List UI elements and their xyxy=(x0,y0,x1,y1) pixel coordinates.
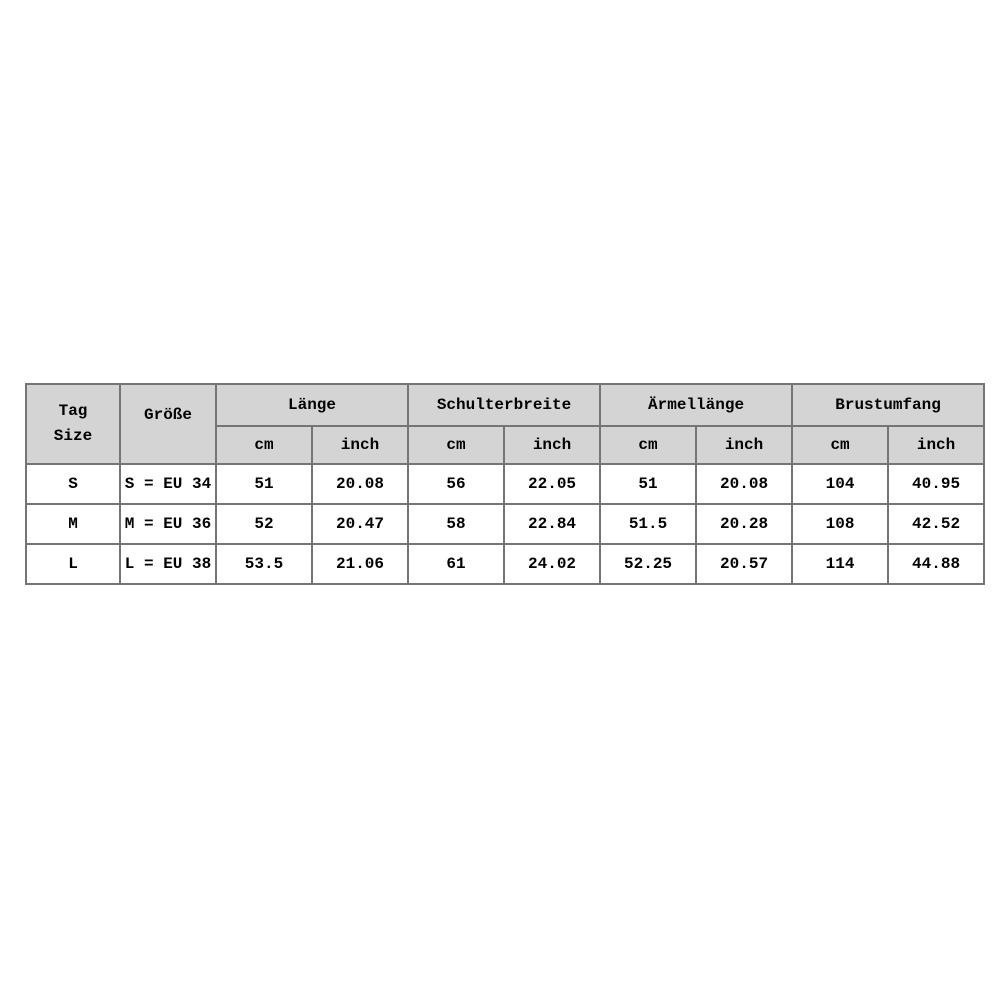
cell-schulterbreite-inch: 22.05 xyxy=(504,464,600,504)
table-row-s xyxy=(26,464,984,504)
cell-schulterbreite-inch: 22.84 xyxy=(504,504,600,544)
cell-brustumfang-inch: 40.95 xyxy=(888,464,984,504)
header-tag-size-line1: Tag xyxy=(58,402,88,420)
cell-laenge-inch: 21.06 xyxy=(312,544,408,584)
cell-laenge-inch: 20.47 xyxy=(312,504,408,544)
header-row-groups xyxy=(26,384,984,426)
cell-laenge-inch: 20.08 xyxy=(312,464,408,504)
cell-laenge-cm: 52 xyxy=(216,504,312,544)
cell-aermellaenge-inch: 20.57 xyxy=(696,544,792,584)
header-groesse xyxy=(120,384,216,464)
cell-tag: S xyxy=(26,464,120,504)
cell-schulterbreite-cm: 58 xyxy=(408,504,504,544)
table-row-l xyxy=(26,544,984,584)
cell-brustumfang-cm: 104 xyxy=(792,464,888,504)
header-group-laenge: Länge xyxy=(216,384,408,426)
header-schulterbreite-cm: cm xyxy=(408,426,504,464)
header-brustumfang-inch: inch xyxy=(888,426,984,464)
cell-laenge-cm: 53.5 xyxy=(216,544,312,584)
cell-schulterbreite-cm: 61 xyxy=(408,544,504,584)
header-schulterbreite-inch: inch xyxy=(504,426,600,464)
cell-tag: L xyxy=(26,544,120,584)
cell-brustumfang-cm: 108 xyxy=(792,504,888,544)
header-brustumfang-cm: cm xyxy=(792,426,888,464)
header-tag-size xyxy=(26,384,120,464)
cell-groesse: M = EU 36 xyxy=(120,504,216,544)
cell-tag: M xyxy=(26,504,120,544)
header-group-aermellaenge: Ärmellänge xyxy=(600,384,792,426)
header-tag-size-line2: Size xyxy=(53,427,93,445)
cell-aermellaenge-inch: 20.08 xyxy=(696,464,792,504)
table-row-m xyxy=(26,504,984,544)
cell-groesse: L = EU 38 xyxy=(120,544,216,584)
cell-brustumfang-inch: 42.52 xyxy=(888,504,984,544)
cell-brustumfang-inch: 44.88 xyxy=(888,544,984,584)
header-groesse-label: Größe xyxy=(143,406,192,424)
cell-aermellaenge-cm: 52.25 xyxy=(600,544,696,584)
header-aermellaenge-cm: cm xyxy=(600,426,696,464)
cell-groesse: S = EU 34 xyxy=(120,464,216,504)
cell-schulterbreite-cm: 56 xyxy=(408,464,504,504)
cell-brustumfang-cm: 114 xyxy=(792,544,888,584)
header-group-brustumfang: Brustumfang xyxy=(792,384,984,426)
cell-schulterbreite-inch: 24.02 xyxy=(504,544,600,584)
cell-aermellaenge-cm: 51.5 xyxy=(600,504,696,544)
header-aermellaenge-inch: inch xyxy=(696,426,792,464)
header-laenge-inch: inch xyxy=(312,426,408,464)
cell-aermellaenge-inch: 20.28 xyxy=(696,504,792,544)
cell-aermellaenge-cm: 51 xyxy=(600,464,696,504)
header-group-schulterbreite: Schulterbreite xyxy=(408,384,600,426)
header-laenge-cm: cm xyxy=(216,426,312,464)
cell-laenge-cm: 51 xyxy=(216,464,312,504)
size-chart-table xyxy=(25,383,985,585)
